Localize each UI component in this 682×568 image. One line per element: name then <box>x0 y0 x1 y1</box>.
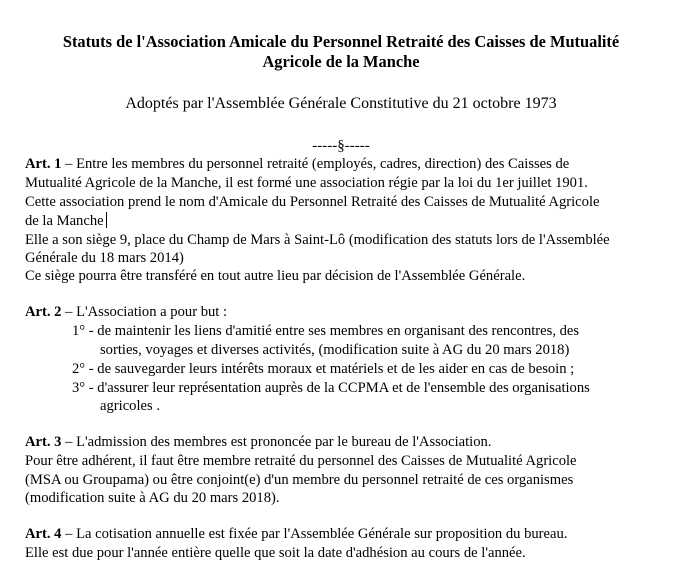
article-4-label: Art. 4 <box>25 526 62 542</box>
article-2-text: – L'Association a pour but : <box>61 304 228 320</box>
article-1-line-4-text: de la Manche <box>25 213 104 229</box>
article-1-line-2: Mutualité Agricole de la Manche, il est formé une association régie par la loi du 1er juillet 1901. <box>25 175 588 191</box>
article-2-label: Art. 2 <box>25 304 62 320</box>
article-1-line-3: Cette association prend le nom d'Amicale du Personnel Retraité des Caisses de Mutualité Agricole <box>25 194 600 210</box>
article-3-text: – L'admission des membres est prononcée par le bureau de l'Association. <box>61 434 492 450</box>
article-1-line-1 <box>25 155 569 173</box>
article-3-line-4: (modification suite à AG du 20 mars 2018). <box>25 490 280 506</box>
article-1-line-4 <box>25 212 107 230</box>
article-1-line-6: Générale du 18 mars 2014) <box>25 250 184 266</box>
article-1-label: Art. 1 <box>25 156 62 172</box>
article-2-item-1: 1° - de maintenir les liens d'amitié entre ses membres en organisant des rencontres, des <box>72 323 580 339</box>
article-4-line-2: Elle est due pour l'année entière quelle que soit la date d'adhésion au cours de l'année. <box>25 545 526 561</box>
document-title-line-1: Statuts de l'Association Amicale du Personnel Retraité des Caisses de Mutualité <box>62 32 620 51</box>
text-cursor <box>106 212 107 228</box>
article-4-line-1 <box>25 525 567 543</box>
article-1-line-5: Elle a son siège 9, place du Champ de Mars à Saint-Lô (modification des statuts lors de l'Assemblée <box>25 232 610 248</box>
article-2-item-1-cont: sorties, voyages et diverses activités, (modification suite à AG du 20 mars 2018) <box>100 342 570 358</box>
adoption-subtitle: Adoptés par l'Assemblée Générale Constitutive du 21 octobre 1973 <box>125 95 557 112</box>
article-2-item-2: 2° - de sauvegarder leurs intérêts moraux et matériels et de les aider en cas de besoin ; <box>72 361 575 377</box>
section-separator: -----§----- <box>312 138 370 154</box>
article-4-text: – La cotisation annuelle est fixée par l'Assemblée Générale sur proposition du bureau. <box>61 526 568 542</box>
article-2-item-3: 3° - d'assurer leur représentation auprès de la CCPMA et de l'ensemble des organisations <box>72 380 590 396</box>
article-3-line-2: Pour être adhérent, il faut être membre retraité du personnel des Caisses de Mutualité Agricole <box>25 453 577 469</box>
article-2-item-3-cont: agricoles . <box>100 398 160 414</box>
article-1-line-7: Ce siège pourra être transféré en tout autre lieu par décision de l'Assemblée Générale. <box>25 268 526 284</box>
article-3-line-1 <box>25 433 491 451</box>
article-3-line-3: (MSA ou Groupama) ou être conjoint(e) d'un membre du personnel retraité de ces organismes <box>25 472 574 488</box>
document-title-line-2: Agricole de la Manche <box>262 52 420 71</box>
article-3-label: Art. 3 <box>25 434 62 450</box>
article-2-line-1 <box>25 303 227 321</box>
article-1-text: – Entre les membres du personnel retraité (employés, cadres, direction) des Caisses de <box>61 156 570 172</box>
